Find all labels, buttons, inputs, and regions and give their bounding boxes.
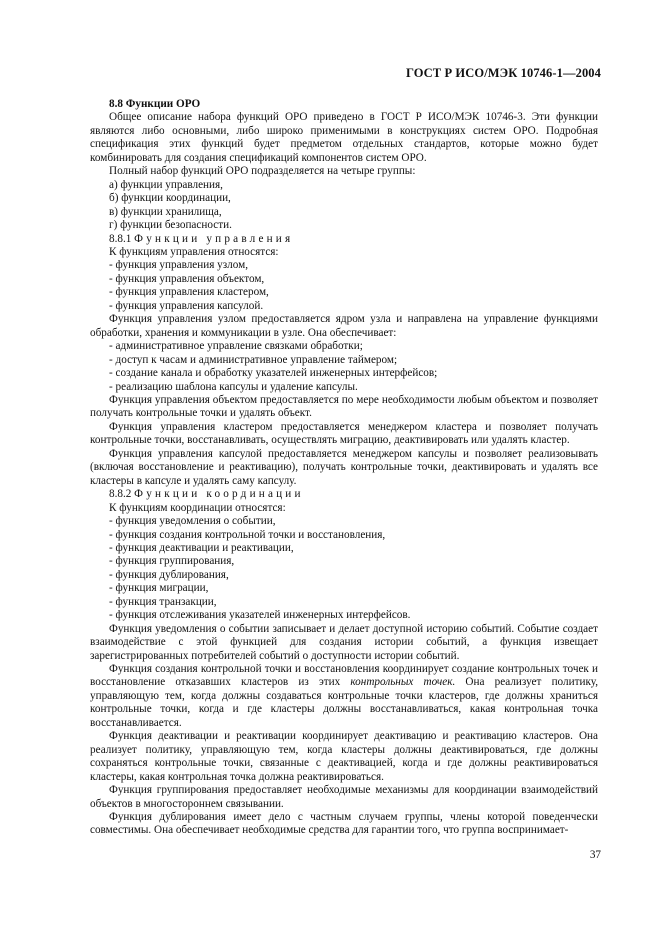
checkpoint-paragraph (90, 663, 598, 730)
duplication-paragraph: Функция дублирования имеет дело с частным случаем группы, члены которой поведенчески совместимы. Она обеспечивает необходимые средства для гарантии того, что группа воспринимает- (90, 811, 598, 837)
list-item: - функция группирования, (109, 555, 235, 568)
group-item: г) функции безопасности. (109, 219, 232, 232)
list-item: - функция деактивации и реактивации, (109, 541, 294, 554)
checkpoint-emphasis: контрольных точек. (350, 676, 456, 689)
list-item: - административное управление связками обработки; (109, 340, 363, 353)
coordination-lead: К функциям координации относятся: (109, 501, 286, 514)
list-item: - функция миграции, (109, 582, 209, 595)
list-item: - реализацию шаблона капсулы и удаление капсулы. (109, 380, 358, 393)
cluster-management-paragraph: Функция управления кластером предоставляется менеджером кластера и позволяет получать контрольные точки, восстанавливать, осуществлять миграцию, деактивировать или удалять кластер. (90, 420, 598, 447)
list-item: - функция дублирования, (109, 568, 229, 581)
section-heading: 8.8 Функции ОРО (109, 98, 201, 110)
subsection-number: 8.8.1 (109, 232, 132, 245)
management-lead: К функциям управления относятся: (109, 245, 279, 258)
subsection-title: Функции координации (134, 488, 304, 501)
subsection-heading-coordination (90, 488, 598, 501)
capsule-management-paragraph: Функция управления капсулой предоставляется менеджером капсулы и позволяет реализовывать (включая восстановление и реактивацию), получать контрольные точки, деактивировать и удалять все кластеры в капсуле и удалять саму капсулу. (90, 447, 598, 487)
page-content (90, 98, 598, 838)
intro-paragraph: Общее описание набора функций ОРО приведено в ГОСТ Р ИСО/МЭК 10746-3. Эти функции являются либо основными, либо широко применимыми в конструкциях систем ОРО. Подробная спецификация этих функций будет предметом отдельных стандартов, которые можно будет комбинировать для создания спецификаций компонентов систем ОРО. (90, 111, 598, 164)
group-item: б) функции координации, (109, 192, 231, 205)
list-item: - создание канала и обработку указателей инженерных интерфейсов; (109, 367, 438, 380)
list-item: - функция создания контрольной точки и восстановления, (109, 528, 386, 541)
list-item: - функция управления узлом, (109, 259, 249, 272)
group-item: а) функции управления, (109, 178, 223, 191)
page-number: 37 (589, 849, 601, 861)
checkpoint-text-after: Она реализует политику, управляющую тем, когда должны создаваться контрольные точки кластеров, где должны храниться контрольные точки, когда и где кластеры должны восстанавливаться, какая контрольная точка восстанавливается. (90, 676, 598, 729)
groups-lead: Полный набор функций ОРО подразделяется на четыре группы: (109, 165, 416, 178)
list-item: - функция управления капсулой. (109, 299, 264, 312)
list-item: - функция транзакции, (109, 595, 217, 608)
list-item: - функция уведомления о событии, (109, 515, 276, 528)
list-item: - функция управления кластером, (109, 286, 269, 299)
grouping-paragraph: Функция группирования предоставляет необходимые механизмы для координации взаимодействий объектов в многостороннем связывании. (90, 784, 598, 810)
subsection-heading-management (90, 233, 598, 246)
list-item: - функция отслеживания указателей инженерных интерфейсов. (109, 609, 411, 622)
list-item: - доступ к часам и административное управление таймером; (109, 353, 398, 366)
list-item: - функция управления объектом, (109, 272, 265, 285)
event-notification-paragraph: Функция уведомления о событии записывает и делает доступной историю событий. Событие создает взаимодействие с этой функцией для создания истории событий, а функция извещает зарегистрированных потребителей событий о доступности истории событий. (90, 622, 598, 662)
standard-header: ГОСТ Р ИСО/МЭК 10746-1—2004 (405, 66, 601, 80)
checkpoint-text-before: Функция создания контрольной точки и восстановления координирует создание контрольных точек и восстановление отказавших кластеров из этих (90, 663, 598, 689)
group-item: в) функции хранилища, (109, 205, 222, 218)
subsection-title: Функции управления (134, 232, 294, 245)
object-management-paragraph: Функция управления объектом предоставляется по мере необходимости любым объектом и позволяет получать контрольные точки и удалять объект. (90, 393, 598, 420)
deactivation-paragraph: Функция деактивации и реактивации координирует деактивацию и реактивацию кластеров. Она реализует политику, управляющую тем, когда кластеры должны деактивироваться, где должны сохраняться контрольные точки, связанные с деактивацией, когда и где должны реактивироваться кластеры, какая контрольная точка должна реактивироваться. (90, 730, 598, 783)
node-management-paragraph: Функция управления узлом предоставляется ядром узла и направлена на управление функциями обработки, хранения и коммуникации в узле. Она обеспечивает: (90, 313, 598, 339)
subsection-number: 8.8.2 (109, 488, 132, 501)
